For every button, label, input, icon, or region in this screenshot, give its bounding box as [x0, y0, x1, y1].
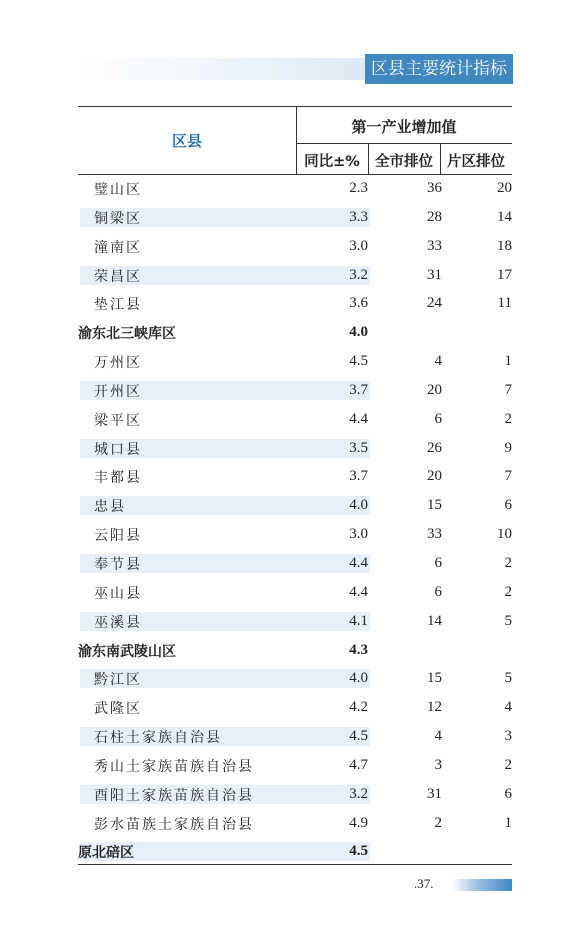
city-rank: 24 [427, 295, 442, 312]
table-row [78, 693, 512, 722]
section-title: 区县主要统计指标 [365, 54, 513, 84]
city-rank: 31 [427, 785, 442, 802]
yoy-value: 4.5 [349, 353, 368, 370]
city-rank: 31 [427, 266, 442, 283]
yoy-value: 4.4 [349, 410, 368, 427]
zone-rank: 9 [504, 439, 512, 456]
city-rank: 14 [427, 612, 442, 629]
zone-rank: 6 [504, 785, 512, 802]
yoy-value: 3.3 [349, 208, 368, 225]
yoy-value: 3.5 [349, 439, 368, 456]
table-row [78, 405, 512, 434]
zone-rank: 7 [504, 381, 512, 398]
county-name: 丰都县 [94, 470, 142, 487]
county-name: 荣昌区 [94, 268, 142, 285]
yoy-value: 4.0 [349, 324, 368, 341]
county-name: 原北碚区 [78, 845, 134, 862]
table-group-row [78, 636, 512, 665]
zone-rank: 10 [497, 526, 512, 543]
yoy-value: 3.7 [349, 381, 368, 398]
county-name: 城口县 [94, 441, 142, 458]
yoy-value: 4.5 [349, 843, 368, 860]
yoy-value: 3.2 [349, 266, 368, 283]
yoy-value: 4.2 [349, 699, 368, 716]
city-rank: 36 [427, 180, 442, 196]
county-name: 垫江县 [94, 297, 142, 314]
table-row [78, 203, 512, 232]
county-name: 武隆区 [94, 701, 142, 718]
yoy-value: 3.0 [349, 526, 368, 543]
county-name: 黔江区 [94, 672, 142, 689]
city-rank: 33 [427, 237, 442, 254]
zone-rank: 17 [497, 266, 512, 283]
city-rank: 4 [434, 353, 442, 370]
zone-rank: 2 [504, 583, 512, 600]
zone-rank: 14 [497, 208, 512, 225]
zone-rank: 3 [504, 728, 512, 745]
page-number: .37. [414, 876, 434, 891]
yoy-value: 3.7 [349, 468, 368, 485]
zone-rank: 5 [504, 612, 512, 629]
column-header-county: 区县 [171, 132, 202, 150]
table-row [78, 347, 512, 376]
county-name: 开州区 [94, 383, 142, 400]
yoy-value: 4.9 [349, 814, 368, 831]
city-rank: 33 [427, 526, 442, 543]
column-header-zone-rank: 片区排位 [447, 154, 505, 170]
county-name: 石柱土家族自治县 [94, 730, 222, 747]
table-row [78, 809, 512, 838]
table-row [78, 491, 512, 520]
table-row [78, 434, 512, 463]
yoy-value: 2.3 [349, 180, 368, 196]
zone-rank: 6 [504, 497, 512, 514]
county-name: 梁平区 [94, 412, 142, 429]
table-body [78, 174, 512, 866]
city-rank: 4 [434, 728, 442, 745]
zone-rank: 18 [497, 237, 512, 254]
zone-rank: 7 [504, 468, 512, 485]
city-rank: 6 [434, 410, 442, 427]
county-name: 奉节县 [94, 556, 142, 573]
city-rank: 3 [434, 756, 442, 773]
column-header-yoy: 同比±% [304, 154, 360, 170]
table-row [78, 376, 512, 405]
city-rank: 26 [427, 439, 442, 456]
table-row [78, 261, 512, 290]
zone-rank: 2 [504, 554, 512, 571]
yoy-value: 3.0 [349, 237, 368, 254]
yoy-value: 4.4 [349, 554, 368, 571]
zone-rank: 2 [504, 756, 512, 773]
zone-rank: 5 [504, 670, 512, 687]
city-rank: 28 [427, 208, 442, 225]
footer-bar [452, 879, 512, 891]
table-top-rule [78, 106, 512, 107]
county-name: 万州区 [94, 355, 142, 372]
yoy-value: 4.4 [349, 583, 368, 600]
city-rank: 6 [434, 583, 442, 600]
yoy-value: 4.3 [349, 641, 368, 658]
table-row [78, 174, 512, 203]
county-name: 彭水苗族土家族自治县 [94, 816, 254, 833]
county-name: 铜梁区 [94, 210, 142, 227]
yoy-value: 4.7 [349, 756, 368, 773]
yoy-value: 4.0 [349, 670, 368, 687]
county-name: 璧山区 [94, 182, 142, 198]
table-row [78, 751, 512, 780]
table-group-row [78, 318, 512, 347]
county-name: 渝东北三峡库区 [78, 326, 176, 343]
table-row [78, 722, 512, 751]
table-row [78, 664, 512, 693]
zone-rank: 11 [497, 295, 512, 312]
yoy-value: 4.5 [349, 728, 368, 745]
table-row [78, 607, 512, 636]
city-rank: 6 [434, 554, 442, 571]
yoy-value: 4.1 [349, 612, 368, 629]
city-rank: 20 [427, 381, 442, 398]
yoy-value: 4.0 [349, 497, 368, 514]
zone-rank: 4 [504, 699, 512, 716]
county-name: 巫溪县 [94, 614, 142, 631]
zone-rank: 2 [504, 410, 512, 427]
table-row [78, 520, 512, 549]
table-row [78, 232, 512, 261]
header-divider-rule [296, 143, 512, 144]
county-name: 酉阳土家族苗族自治县 [94, 787, 254, 804]
county-name: 潼南区 [94, 239, 142, 256]
county-name: 忠县 [94, 499, 126, 516]
yoy-value: 3.6 [349, 295, 368, 312]
column-header-group: 第一产业增加值 [351, 118, 457, 136]
yoy-value: 3.2 [349, 785, 368, 802]
county-name: 渝东南武陵山区 [78, 643, 176, 660]
table-row [78, 578, 512, 607]
city-rank: 12 [427, 699, 442, 716]
county-name: 云阳县 [94, 528, 142, 545]
table-row [78, 549, 512, 578]
zone-rank: 1 [504, 353, 512, 370]
city-rank: 20 [427, 468, 442, 485]
table-row [78, 780, 512, 809]
city-rank: 15 [427, 497, 442, 514]
table-row [78, 462, 512, 491]
column-header-city-rank: 全市排位 [375, 154, 433, 170]
city-rank: 15 [427, 670, 442, 687]
table-row [78, 289, 512, 318]
county-name: 秀山土家族苗族自治县 [94, 758, 254, 775]
county-name: 巫山县 [94, 585, 142, 602]
city-rank: 2 [434, 814, 442, 831]
zone-rank: 20 [497, 180, 512, 196]
zone-rank: 1 [504, 814, 512, 831]
table-group-row [78, 837, 512, 866]
